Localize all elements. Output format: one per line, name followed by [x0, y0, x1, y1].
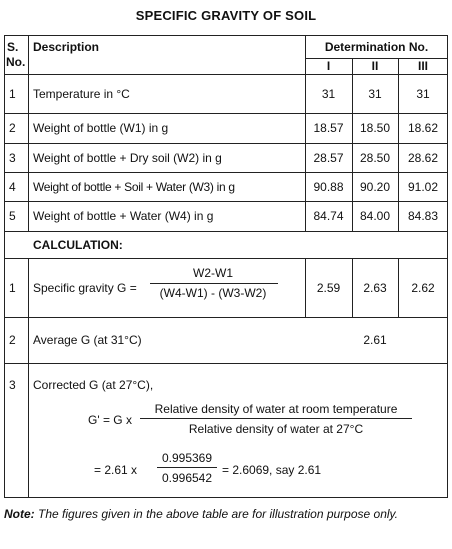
corrected-label: Corrected G (at 27°C),	[33, 378, 154, 392]
calc-suffix: = 2.6069, say 2.61	[222, 463, 322, 477]
cell-value: 18.62	[407, 121, 439, 135]
cell-value: 91.02	[407, 180, 439, 194]
cell-value: 18.57	[313, 121, 344, 135]
note-text: The figures given in the above table are for illustration purpose only.	[34, 507, 398, 521]
cell-value: 90.20	[359, 180, 391, 194]
cell-value: 2.59	[316, 281, 341, 295]
avg-label: Average G (at 31°C)	[33, 333, 142, 347]
cell-value: 28.50	[359, 151, 391, 165]
cell-value: 18.50	[359, 121, 391, 135]
footnote	[4, 507, 444, 522]
row-description: Weight of bottle + Water (W4) in g	[33, 209, 214, 223]
row-divider	[4, 143, 448, 144]
sno-header-top: S.	[7, 40, 19, 54]
sg-numerator: W2-W1	[193, 266, 233, 280]
calc-denominator: 0.996542	[161, 471, 213, 485]
row-divider	[4, 172, 448, 173]
col-header-ii: II	[371, 59, 379, 73]
col-divider	[28, 35, 29, 231]
col-header-iii: III	[417, 59, 428, 73]
avg-value: 2.61	[363, 333, 387, 347]
row-divider	[4, 74, 448, 75]
row-divider	[4, 231, 448, 232]
col-divider	[398, 58, 399, 231]
calc-numerator: 0.995369	[161, 451, 213, 465]
calculation-heading: CALCULATION:	[33, 238, 123, 252]
row-number: 3	[9, 378, 16, 392]
sg-label: Specific gravity G =	[33, 281, 137, 295]
row-number: 5	[9, 209, 16, 223]
corrected-lhs: G' = G x	[88, 413, 132, 427]
row-number: 2	[9, 121, 16, 135]
row-description: Temperature in °C	[33, 87, 130, 101]
row-divider	[4, 201, 448, 202]
description-header: Description	[33, 40, 100, 54]
cell-value: 84.00	[359, 209, 391, 223]
corrected-denominator: Relative density of water at 27°C	[188, 422, 364, 436]
fraction-bar	[140, 418, 412, 419]
row-number: 3	[9, 151, 16, 165]
col-divider	[28, 258, 29, 498]
cell-value: 31	[368, 87, 382, 101]
row-number: 2	[9, 333, 16, 347]
sg-denominator: (W4-W1) - (W3-W2)	[159, 286, 267, 300]
row-number: 4	[9, 180, 16, 194]
row-number: 1	[9, 281, 16, 295]
cell-value: 28.57	[313, 151, 344, 165]
row-number: 1	[9, 87, 16, 101]
corrected-numerator: Relative density of water at room temperature	[154, 402, 398, 416]
row-divider	[4, 113, 448, 114]
calc-prefix: = 2.61 x	[94, 463, 138, 477]
cell-value: 84.74	[313, 209, 344, 223]
row-description: Weight of bottle (W1) in g	[33, 121, 169, 135]
sno-header-bottom: No.	[6, 55, 26, 69]
row-divider	[4, 363, 448, 364]
cell-value: 2.62	[411, 281, 435, 295]
cell-value: 84.83	[407, 209, 439, 223]
cell-value: 90.88	[313, 180, 344, 194]
determination-header: Determination No.	[324, 40, 429, 54]
cell-value: 31	[321, 87, 336, 101]
cell-value: 2.63	[363, 281, 387, 295]
fraction-bar	[157, 467, 217, 468]
row-divider	[4, 258, 448, 259]
fraction-bar	[150, 283, 278, 284]
note-label: Note:	[4, 507, 35, 521]
row-description: Weight of bottle + Soil + Water (W3) in g	[33, 180, 235, 194]
col-header-i: I	[326, 59, 331, 73]
cell-value: 31	[416, 87, 430, 101]
col-divider	[352, 58, 353, 231]
cell-value: 28.62	[407, 151, 439, 165]
row-divider	[4, 317, 448, 318]
row-description: Weight of bottle + Dry soil (W2) in g	[33, 151, 222, 165]
page-title: SPECIFIC GRAVITY OF SOIL	[135, 8, 317, 23]
